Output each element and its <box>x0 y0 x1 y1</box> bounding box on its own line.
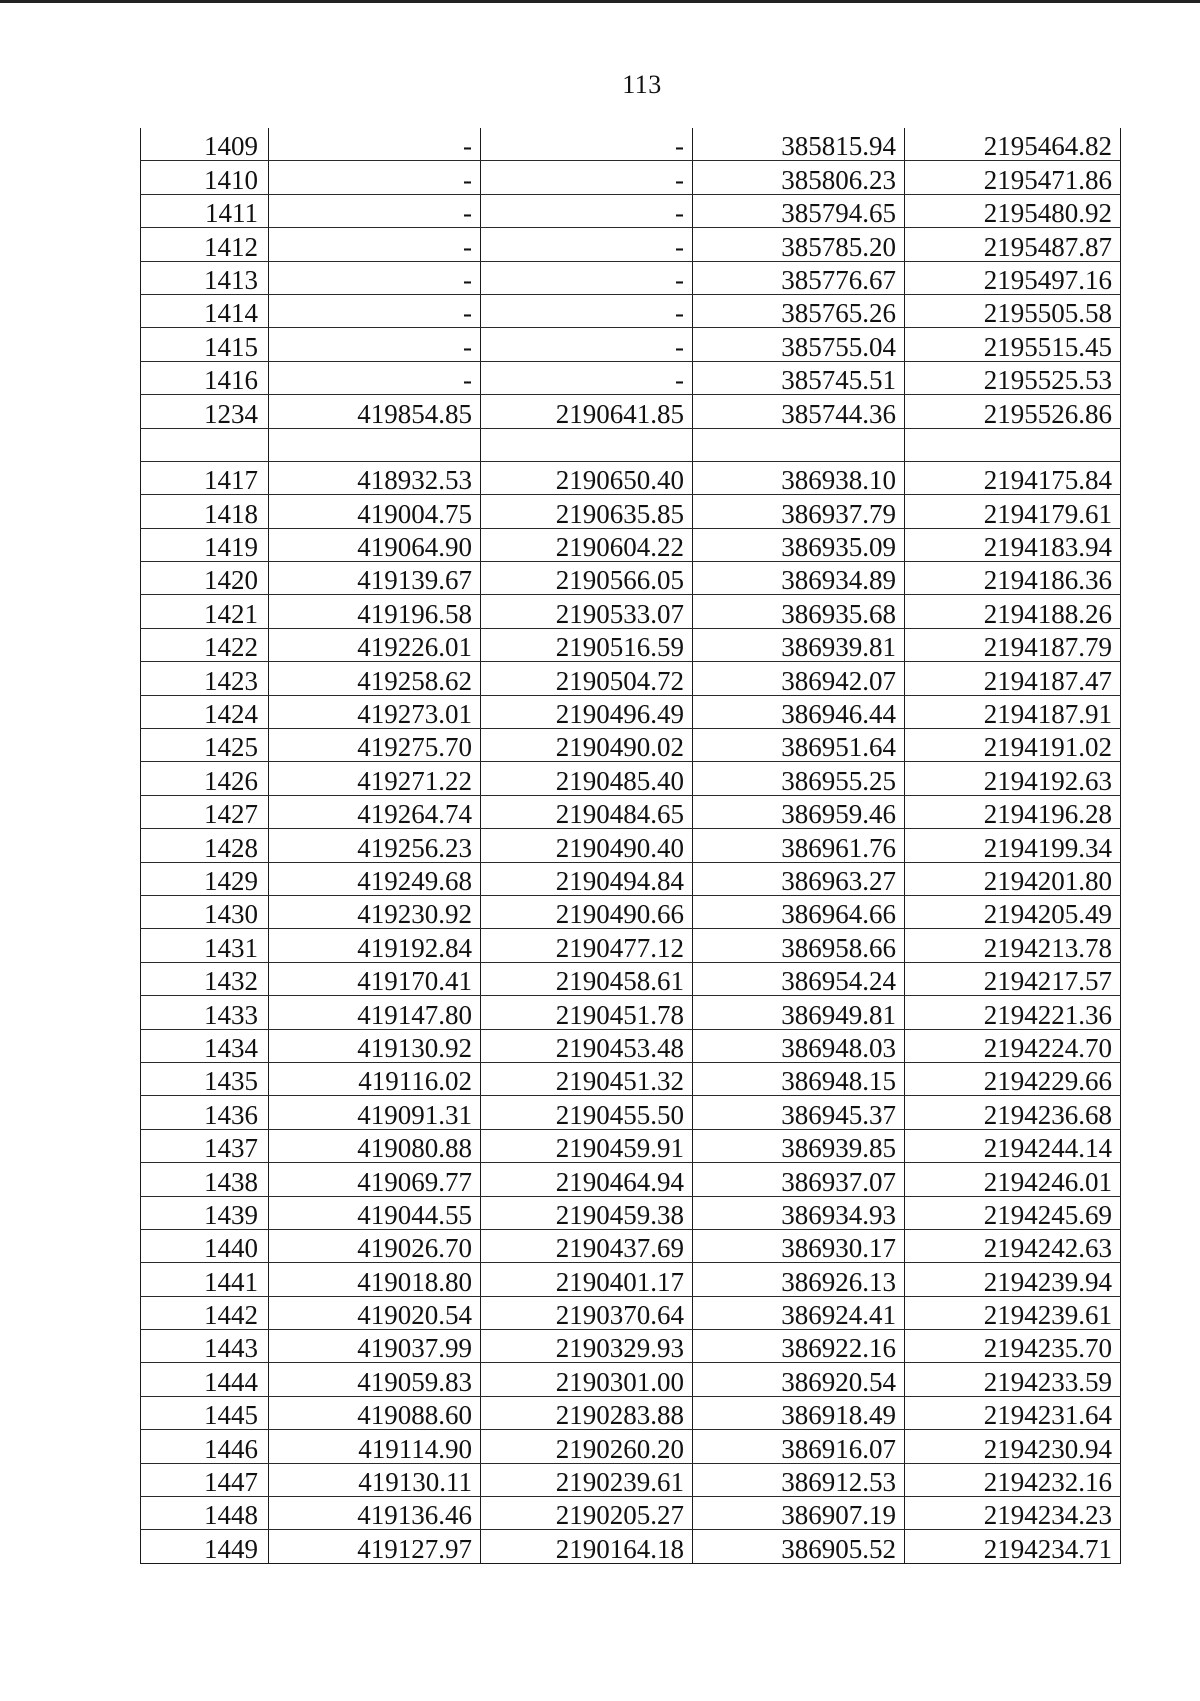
coord-c-cell: 386964.66 <box>693 895 905 928</box>
point-id-cell: 1417 <box>141 461 269 494</box>
coord-d-cell: 2194234.71 <box>905 1530 1121 1563</box>
coord-d-cell: 2195497.16 <box>905 261 1121 294</box>
table-row <box>141 929 1121 962</box>
table-row <box>141 1029 1121 1062</box>
coord-a-cell: 419091.31 <box>269 1096 481 1129</box>
coord-d-cell: 2194187.79 <box>905 628 1121 661</box>
coord-c-cell: 386939.85 <box>693 1129 905 1162</box>
coord-c-cell: 385765.26 <box>693 294 905 327</box>
table-row <box>141 1263 1121 1296</box>
coord-d-cell: 2195515.45 <box>905 328 1121 361</box>
coord-a-cell: 419127.97 <box>269 1530 481 1563</box>
coord-d-cell: 2195471.86 <box>905 161 1121 194</box>
coord-c-cell: 386938.10 <box>693 461 905 494</box>
coord-b-cell: 2190485.40 <box>481 762 693 795</box>
coord-c-cell: 386937.79 <box>693 495 905 528</box>
coord-a-cell: 419088.60 <box>269 1396 481 1429</box>
coord-a-cell: 419256.23 <box>269 829 481 862</box>
point-id-cell: 1412 <box>141 228 269 261</box>
coord-d-cell: 2194221.36 <box>905 996 1121 1029</box>
coord-a-cell: - <box>269 161 481 194</box>
coord-a-cell: 419114.90 <box>269 1430 481 1463</box>
coord-b-cell: 2190604.22 <box>481 528 693 561</box>
coord-a-cell: - <box>269 328 481 361</box>
coord-a-cell: 419271.22 <box>269 762 481 795</box>
coord-b-cell: 2190490.02 <box>481 729 693 762</box>
coord-a-cell: 419018.80 <box>269 1263 481 1296</box>
coord-a-cell: 419069.77 <box>269 1163 481 1196</box>
coord-a-cell: 419136.46 <box>269 1497 481 1530</box>
coord-b-cell: 2190464.94 <box>481 1163 693 1196</box>
coord-c-cell: 386961.76 <box>693 829 905 862</box>
coord-d-cell <box>905 428 1121 461</box>
coord-a-cell: 419139.67 <box>269 562 481 595</box>
coord-a-cell: 419249.68 <box>269 862 481 895</box>
point-id-cell: 1439 <box>141 1196 269 1229</box>
coord-b-cell: 2190370.64 <box>481 1296 693 1329</box>
coord-b-cell: 2190301.00 <box>481 1363 693 1396</box>
coord-c-cell: 385794.65 <box>693 194 905 227</box>
coord-a-cell: 419130.11 <box>269 1463 481 1496</box>
coord-d-cell: 2194187.91 <box>905 695 1121 728</box>
coord-d-cell: 2194183.94 <box>905 528 1121 561</box>
coord-b-cell: 2190164.18 <box>481 1530 693 1563</box>
table-row <box>141 194 1121 227</box>
coord-c-cell: 386912.53 <box>693 1463 905 1496</box>
table-row <box>141 595 1121 628</box>
coord-d-cell: 2195526.86 <box>905 395 1121 428</box>
coord-b-cell: - <box>481 128 693 161</box>
coord-d-cell: 2194246.01 <box>905 1163 1121 1196</box>
coord-b-cell: - <box>481 194 693 227</box>
point-id-cell: 1447 <box>141 1463 269 1496</box>
table-row <box>141 1330 1121 1363</box>
coord-b-cell: 2190490.40 <box>481 829 693 862</box>
coord-b-cell: - <box>481 361 693 394</box>
coord-c-cell: 385745.51 <box>693 361 905 394</box>
coord-b-cell: 2190283.88 <box>481 1396 693 1429</box>
coord-a-cell: 419044.55 <box>269 1196 481 1229</box>
table-row <box>141 562 1121 595</box>
point-id-cell: 1413 <box>141 261 269 294</box>
coord-d-cell: 2195480.92 <box>905 194 1121 227</box>
coord-b-cell: 2190453.48 <box>481 1029 693 1062</box>
coord-d-cell: 2194188.26 <box>905 595 1121 628</box>
table-row <box>141 996 1121 1029</box>
coord-c-cell: 386948.03 <box>693 1029 905 1062</box>
table-row <box>141 395 1121 428</box>
coord-d-cell: 2194233.59 <box>905 1363 1121 1396</box>
table-row <box>141 962 1121 995</box>
coord-a-cell: 419147.80 <box>269 996 481 1029</box>
coord-b-cell: 2190260.20 <box>481 1430 693 1463</box>
coord-d-cell: 2194239.61 <box>905 1296 1121 1329</box>
table-row <box>141 795 1121 828</box>
coord-c-cell: 386954.24 <box>693 962 905 995</box>
coord-a-cell: - <box>269 128 481 161</box>
point-id-cell: 1449 <box>141 1530 269 1563</box>
top-border-rule <box>0 0 1200 3</box>
coord-a-cell: 419273.01 <box>269 695 481 728</box>
coord-a-cell: 419037.99 <box>269 1330 481 1363</box>
coord-d-cell: 2194236.68 <box>905 1096 1121 1129</box>
point-id-cell: 1434 <box>141 1029 269 1062</box>
coord-b-cell: 2190401.17 <box>481 1263 693 1296</box>
coord-c-cell: 386934.89 <box>693 562 905 595</box>
coord-c-cell: 385806.23 <box>693 161 905 194</box>
table-row <box>141 261 1121 294</box>
coord-d-cell: 2194224.70 <box>905 1029 1121 1062</box>
coord-c-cell: 386945.37 <box>693 1096 905 1129</box>
coord-b-cell: 2190459.91 <box>481 1129 693 1162</box>
coord-b-cell: 2190484.65 <box>481 795 693 828</box>
coord-b-cell: - <box>481 261 693 294</box>
table-row <box>141 1062 1121 1095</box>
table-row <box>141 528 1121 561</box>
coord-b-cell: 2190329.93 <box>481 1330 693 1363</box>
table-row <box>141 729 1121 762</box>
coord-d-cell: 2195505.58 <box>905 294 1121 327</box>
table-row <box>141 294 1121 327</box>
page-number: 113 <box>622 70 662 99</box>
coord-a-cell: 419226.01 <box>269 628 481 661</box>
point-id-cell: 1435 <box>141 1062 269 1095</box>
coord-d-cell: 2194175.84 <box>905 461 1121 494</box>
coord-d-cell: 2194179.61 <box>905 495 1121 528</box>
coord-b-cell: 2190477.12 <box>481 929 693 962</box>
table-row <box>141 829 1121 862</box>
point-id-cell <box>141 428 269 461</box>
coord-a-cell: - <box>269 261 481 294</box>
table-row <box>141 1463 1121 1496</box>
coord-a-cell: - <box>269 361 481 394</box>
coord-c-cell: 386949.81 <box>693 996 905 1029</box>
table-row <box>141 1163 1121 1196</box>
coord-a-cell <box>269 428 481 461</box>
coord-c-cell: 386935.09 <box>693 528 905 561</box>
point-id-cell: 1419 <box>141 528 269 561</box>
coord-d-cell: 2194192.63 <box>905 762 1121 795</box>
table-row <box>141 628 1121 661</box>
coord-b-cell: - <box>481 228 693 261</box>
coord-c-cell: 386916.07 <box>693 1430 905 1463</box>
point-id-cell: 1426 <box>141 762 269 795</box>
coord-c-cell: 385785.20 <box>693 228 905 261</box>
coord-a-cell: 419264.74 <box>269 795 481 828</box>
coord-a-cell: - <box>269 194 481 227</box>
coord-b-cell: 2190533.07 <box>481 595 693 628</box>
coord-b-cell: - <box>481 161 693 194</box>
coord-a-cell: 419026.70 <box>269 1229 481 1262</box>
table-row <box>141 1530 1121 1563</box>
coord-c-cell: 386905.52 <box>693 1530 905 1563</box>
coord-d-cell: 2194205.49 <box>905 895 1121 928</box>
point-id-cell: 1444 <box>141 1363 269 1396</box>
coord-d-cell: 2194231.64 <box>905 1396 1121 1429</box>
point-id-cell: 1441 <box>141 1263 269 1296</box>
table-row <box>141 1363 1121 1396</box>
coord-a-cell: 419080.88 <box>269 1129 481 1162</box>
point-id-cell: 1411 <box>141 194 269 227</box>
table-row <box>141 1396 1121 1429</box>
coord-b-cell: - <box>481 328 693 361</box>
coord-d-cell: 2194217.57 <box>905 962 1121 995</box>
coord-a-cell: 419004.75 <box>269 495 481 528</box>
table-row <box>141 228 1121 261</box>
point-id-cell: 1436 <box>141 1096 269 1129</box>
point-id-cell: 1425 <box>141 729 269 762</box>
coord-d-cell: 2194232.16 <box>905 1463 1121 1496</box>
coord-c-cell: 385755.04 <box>693 328 905 361</box>
table-row <box>141 1196 1121 1229</box>
coord-b-cell: 2190566.05 <box>481 562 693 595</box>
coord-a-cell: 419059.83 <box>269 1363 481 1396</box>
coord-b-cell: 2190459.38 <box>481 1196 693 1229</box>
coord-a-cell: 419170.41 <box>269 962 481 995</box>
coord-a-cell: 419275.70 <box>269 729 481 762</box>
coord-c-cell: 386907.19 <box>693 1497 905 1530</box>
point-id-cell: 1431 <box>141 929 269 962</box>
table-row <box>141 1229 1121 1262</box>
coord-b-cell: 2190205.27 <box>481 1497 693 1530</box>
coord-d-cell: 2194239.94 <box>905 1263 1121 1296</box>
table-row <box>141 762 1121 795</box>
coord-c-cell: 385776.67 <box>693 261 905 294</box>
coord-c-cell: 386948.15 <box>693 1062 905 1095</box>
coord-c-cell: 386924.41 <box>693 1296 905 1329</box>
coord-b-cell: 2190451.32 <box>481 1062 693 1095</box>
coord-a-cell: 418932.53 <box>269 461 481 494</box>
coord-d-cell: 2194235.70 <box>905 1330 1121 1363</box>
point-id-cell: 1423 <box>141 662 269 695</box>
point-id-cell: 1422 <box>141 628 269 661</box>
point-id-cell: 1445 <box>141 1396 269 1429</box>
coord-c-cell: 386935.68 <box>693 595 905 628</box>
point-id-cell: 1433 <box>141 996 269 1029</box>
point-id-cell: 1430 <box>141 895 269 928</box>
coord-d-cell: 2194199.34 <box>905 829 1121 862</box>
coord-c-cell: 386920.54 <box>693 1363 905 1396</box>
coord-b-cell: 2190494.84 <box>481 862 693 895</box>
coord-a-cell: 419854.85 <box>269 395 481 428</box>
coord-c-cell: 386926.13 <box>693 1263 905 1296</box>
coord-d-cell: 2195525.53 <box>905 361 1121 394</box>
point-id-cell: 1427 <box>141 795 269 828</box>
coord-d-cell: 2194245.69 <box>905 1196 1121 1229</box>
coord-b-cell: - <box>481 294 693 327</box>
coord-c-cell <box>693 428 905 461</box>
coord-a-cell: - <box>269 228 481 261</box>
coord-d-cell: 2194201.80 <box>905 862 1121 895</box>
table-row <box>141 161 1121 194</box>
point-id-cell: 1429 <box>141 862 269 895</box>
coord-d-cell: 2194186.36 <box>905 562 1121 595</box>
table-row <box>141 461 1121 494</box>
coordinate-table <box>140 128 1121 1564</box>
coord-d-cell: 2195487.87 <box>905 228 1121 261</box>
coord-c-cell: 386930.17 <box>693 1229 905 1262</box>
point-id-cell: 1416 <box>141 361 269 394</box>
coord-b-cell: 2190516.59 <box>481 628 693 661</box>
point-id-cell: 1418 <box>141 495 269 528</box>
coord-c-cell: 386955.25 <box>693 762 905 795</box>
table-row <box>141 895 1121 928</box>
coord-c-cell: 386918.49 <box>693 1396 905 1429</box>
coord-c-cell: 386958.66 <box>693 929 905 962</box>
point-id-cell: 1415 <box>141 328 269 361</box>
coord-d-cell: 2194213.78 <box>905 929 1121 962</box>
table-row <box>141 662 1121 695</box>
coord-d-cell: 2194234.23 <box>905 1497 1121 1530</box>
table-spacer-row <box>141 428 1121 461</box>
coord-d-cell: 2195464.82 <box>905 128 1121 161</box>
point-id-cell: 1428 <box>141 829 269 862</box>
point-id-cell: 1440 <box>141 1229 269 1262</box>
coord-b-cell: 2190490.66 <box>481 895 693 928</box>
coord-c-cell: 386963.27 <box>693 862 905 895</box>
point-id-cell: 1442 <box>141 1296 269 1329</box>
coordinate-table-body <box>141 128 1121 1563</box>
coord-d-cell: 2194196.28 <box>905 795 1121 828</box>
coord-a-cell: 419064.90 <box>269 528 481 561</box>
coord-b-cell <box>481 428 693 461</box>
table-row <box>141 695 1121 728</box>
coord-b-cell: 2190635.85 <box>481 495 693 528</box>
coord-c-cell: 386942.07 <box>693 662 905 695</box>
coord-b-cell: 2190455.50 <box>481 1096 693 1129</box>
coord-d-cell: 2194242.63 <box>905 1229 1121 1262</box>
coord-a-cell: 419116.02 <box>269 1062 481 1095</box>
table-row <box>141 495 1121 528</box>
table-row <box>141 1096 1121 1129</box>
point-id-cell: 1446 <box>141 1430 269 1463</box>
coord-a-cell: 419130.92 <box>269 1029 481 1062</box>
coord-a-cell: 419258.62 <box>269 662 481 695</box>
coord-b-cell: 2190504.72 <box>481 662 693 695</box>
coord-b-cell: 2190458.61 <box>481 962 693 995</box>
table-row <box>141 1497 1121 1530</box>
point-id-cell: 1414 <box>141 294 269 327</box>
coord-d-cell: 2194187.47 <box>905 662 1121 695</box>
table-row <box>141 862 1121 895</box>
coord-a-cell: 419020.54 <box>269 1296 481 1329</box>
table-row <box>141 1430 1121 1463</box>
coord-a-cell: 419192.84 <box>269 929 481 962</box>
coord-c-cell: 386922.16 <box>693 1330 905 1363</box>
coord-d-cell: 2194191.02 <box>905 729 1121 762</box>
coord-b-cell: 2190451.78 <box>481 996 693 1029</box>
coord-c-cell: 386937.07 <box>693 1163 905 1196</box>
coord-c-cell: 386946.44 <box>693 695 905 728</box>
coord-c-cell: 386959.46 <box>693 795 905 828</box>
point-id-cell: 1437 <box>141 1129 269 1162</box>
coordinate-table-container <box>140 128 1120 1564</box>
point-id-cell: 1443 <box>141 1330 269 1363</box>
table-row <box>141 1296 1121 1329</box>
coord-a-cell: 419230.92 <box>269 895 481 928</box>
coord-a-cell: - <box>269 294 481 327</box>
table-row <box>141 361 1121 394</box>
point-id-cell: 1424 <box>141 695 269 728</box>
table-row <box>141 328 1121 361</box>
point-id-cell: 1432 <box>141 962 269 995</box>
coord-c-cell: 386939.81 <box>693 628 905 661</box>
point-id-cell: 1234 <box>141 395 269 428</box>
coord-c-cell: 386951.64 <box>693 729 905 762</box>
coord-b-cell: 2190239.61 <box>481 1463 693 1496</box>
coord-c-cell: 385744.36 <box>693 395 905 428</box>
point-id-cell: 1409 <box>141 128 269 161</box>
coord-c-cell: 385815.94 <box>693 128 905 161</box>
point-id-cell: 1448 <box>141 1497 269 1530</box>
coord-d-cell: 2194229.66 <box>905 1062 1121 1095</box>
coord-a-cell: 419196.58 <box>269 595 481 628</box>
coord-d-cell: 2194230.94 <box>905 1430 1121 1463</box>
coord-b-cell: 2190437.69 <box>481 1229 693 1262</box>
coord-b-cell: 2190650.40 <box>481 461 693 494</box>
point-id-cell: 1410 <box>141 161 269 194</box>
coord-d-cell: 2194244.14 <box>905 1129 1121 1162</box>
coord-b-cell: 2190641.85 <box>481 395 693 428</box>
point-id-cell: 1420 <box>141 562 269 595</box>
point-id-cell: 1421 <box>141 595 269 628</box>
coord-b-cell: 2190496.49 <box>481 695 693 728</box>
table-row <box>141 128 1121 161</box>
table-row <box>141 1129 1121 1162</box>
point-id-cell: 1438 <box>141 1163 269 1196</box>
coord-c-cell: 386934.93 <box>693 1196 905 1229</box>
